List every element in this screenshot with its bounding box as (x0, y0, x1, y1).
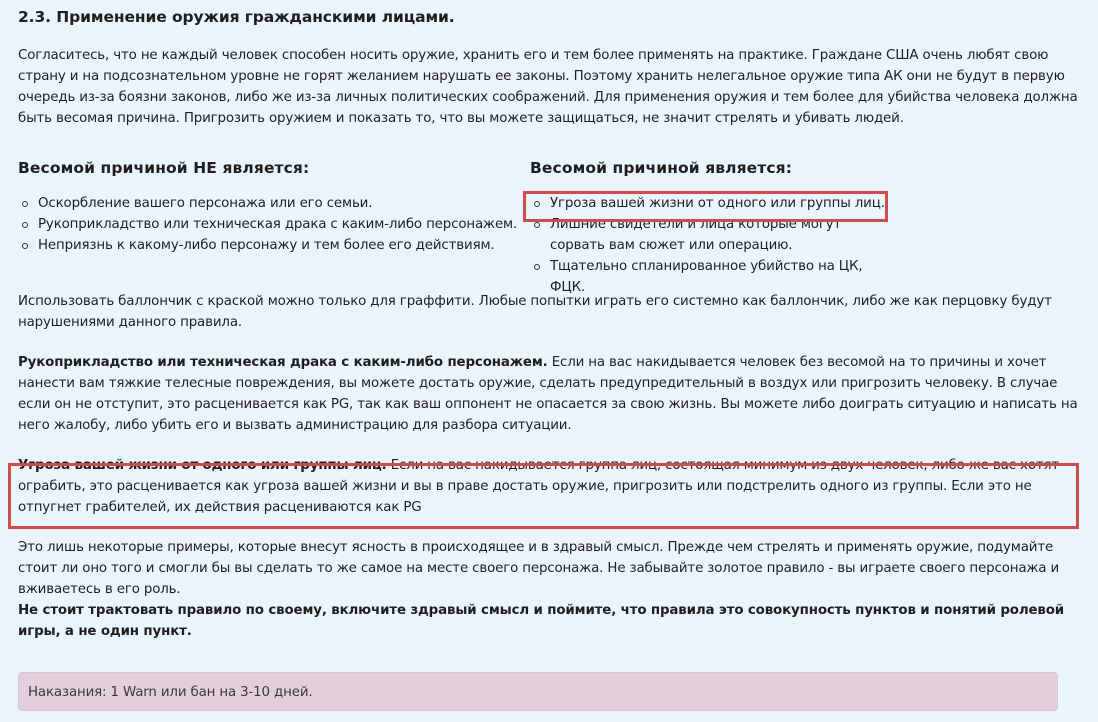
threat-text: Если на вас накидывается группа лиц, состоящая минимум из двух человек, либо же вас хотят ограбить, это расценивается как угроза вашей жизни и вы в праве достать оружие, пригрозить или подстрелить одного из группы. Если это не отпугнет грабителей, их действия расцениваются как PG (18, 458, 1060, 515)
list-item: Лишние свидетели и лица которые могут сорвать вам сюжет или операцию. (550, 214, 900, 256)
spray-paragraph: Использовать баллончик с краской можно только для граффити. Любые попытки играть его системно как баллончик, либо же как перцовку будут нарушениями данного правила. (18, 294, 1052, 330)
valid-heading: Весомой причиной является: (530, 159, 793, 177)
closing-paragraph: Это лишь некоторые примеры, которые внесут ясность в происходящее и в здравый смысл. Прежде чем стрелять и применять оружие, подумайте стоит ли оно того и смогли бы вы сделать то же самое на месте своего персонажа. Не забывайте золотое правило - вы играете своего персонажа и вживаетесь в его роль. (18, 540, 1060, 597)
list-item: Рукоприкладство или техническая драка с каким-либо персонажем. (38, 214, 518, 235)
section-title: 2.3. Применение оружия гражданскими лицами. (18, 8, 455, 26)
bold-note: Не стоит трактовать правило по своему, включите здравый смысл и поймите, что правила это совокупность пунктов и понятий ролевой игры, а не один пункт. (18, 603, 1065, 639)
valid-list (530, 193, 900, 298)
not-valid-heading: Весомой причиной НЕ является: (18, 159, 310, 177)
brawl-text: Если на вас накидывается человек без весомой на то причины и хочет нанести вам тяжкие телесные повреждения, вы можете достать оружие, сделать предупредительный в воздух или пригрозить человеку. В случае если он не отступит, это расценивается как PG, так как ваш оппонент не опасается за свою жизнь. Вы можете либо доиграть ситуацию и написать на него жалобу, либо убить его и вызвать администрацию для разбора ситуации. (18, 355, 1078, 433)
list-item: Неприязнь к какому-либо персонажу и тем более его действиям. (38, 235, 518, 256)
list-item: Угроза вашей жизни от одного или группы лиц. (550, 193, 900, 214)
intro-paragraph: Согласитесь, что не каждый человек способен носить оружие, хранить его и тем более применять на практике. Граждане США очень любят свою страну и на подсознательном уровне не горят желанием нарушать ее законы. Поэтому хранить нелегальное оружие типа АК они не будут в первую очередь из-за боязни законов, либо же из-за личных политических соображений. Для применения оружия и тем более для убийства человека должна быть весомая причина. Пригрозить оружием и показать то, что вы можете защищаться, не значит стрелять и убивать людей. (18, 48, 1078, 126)
punishment-box: Наказания: 1 Warn или бан на 3-10 дней. (18, 672, 1058, 711)
threat-paragraph (18, 455, 1078, 518)
valid-reasons (530, 157, 900, 298)
brawl-lead: Рукоприкладство или техническая драка с каким-либо персонажем. (18, 355, 548, 370)
reason-columns (18, 157, 1078, 295)
not-valid-reasons (18, 157, 518, 256)
not-valid-list (18, 193, 518, 256)
list-item: Оскорбление вашего персонажа или его семьи. (38, 193, 518, 214)
threat-lead: Угроза вашей жизни от одного или группы лиц. (18, 458, 387, 473)
list-item: Тщательно спланированное убийство на ЦК, ФЦК. (550, 256, 900, 298)
brawl-paragraph (18, 352, 1078, 436)
